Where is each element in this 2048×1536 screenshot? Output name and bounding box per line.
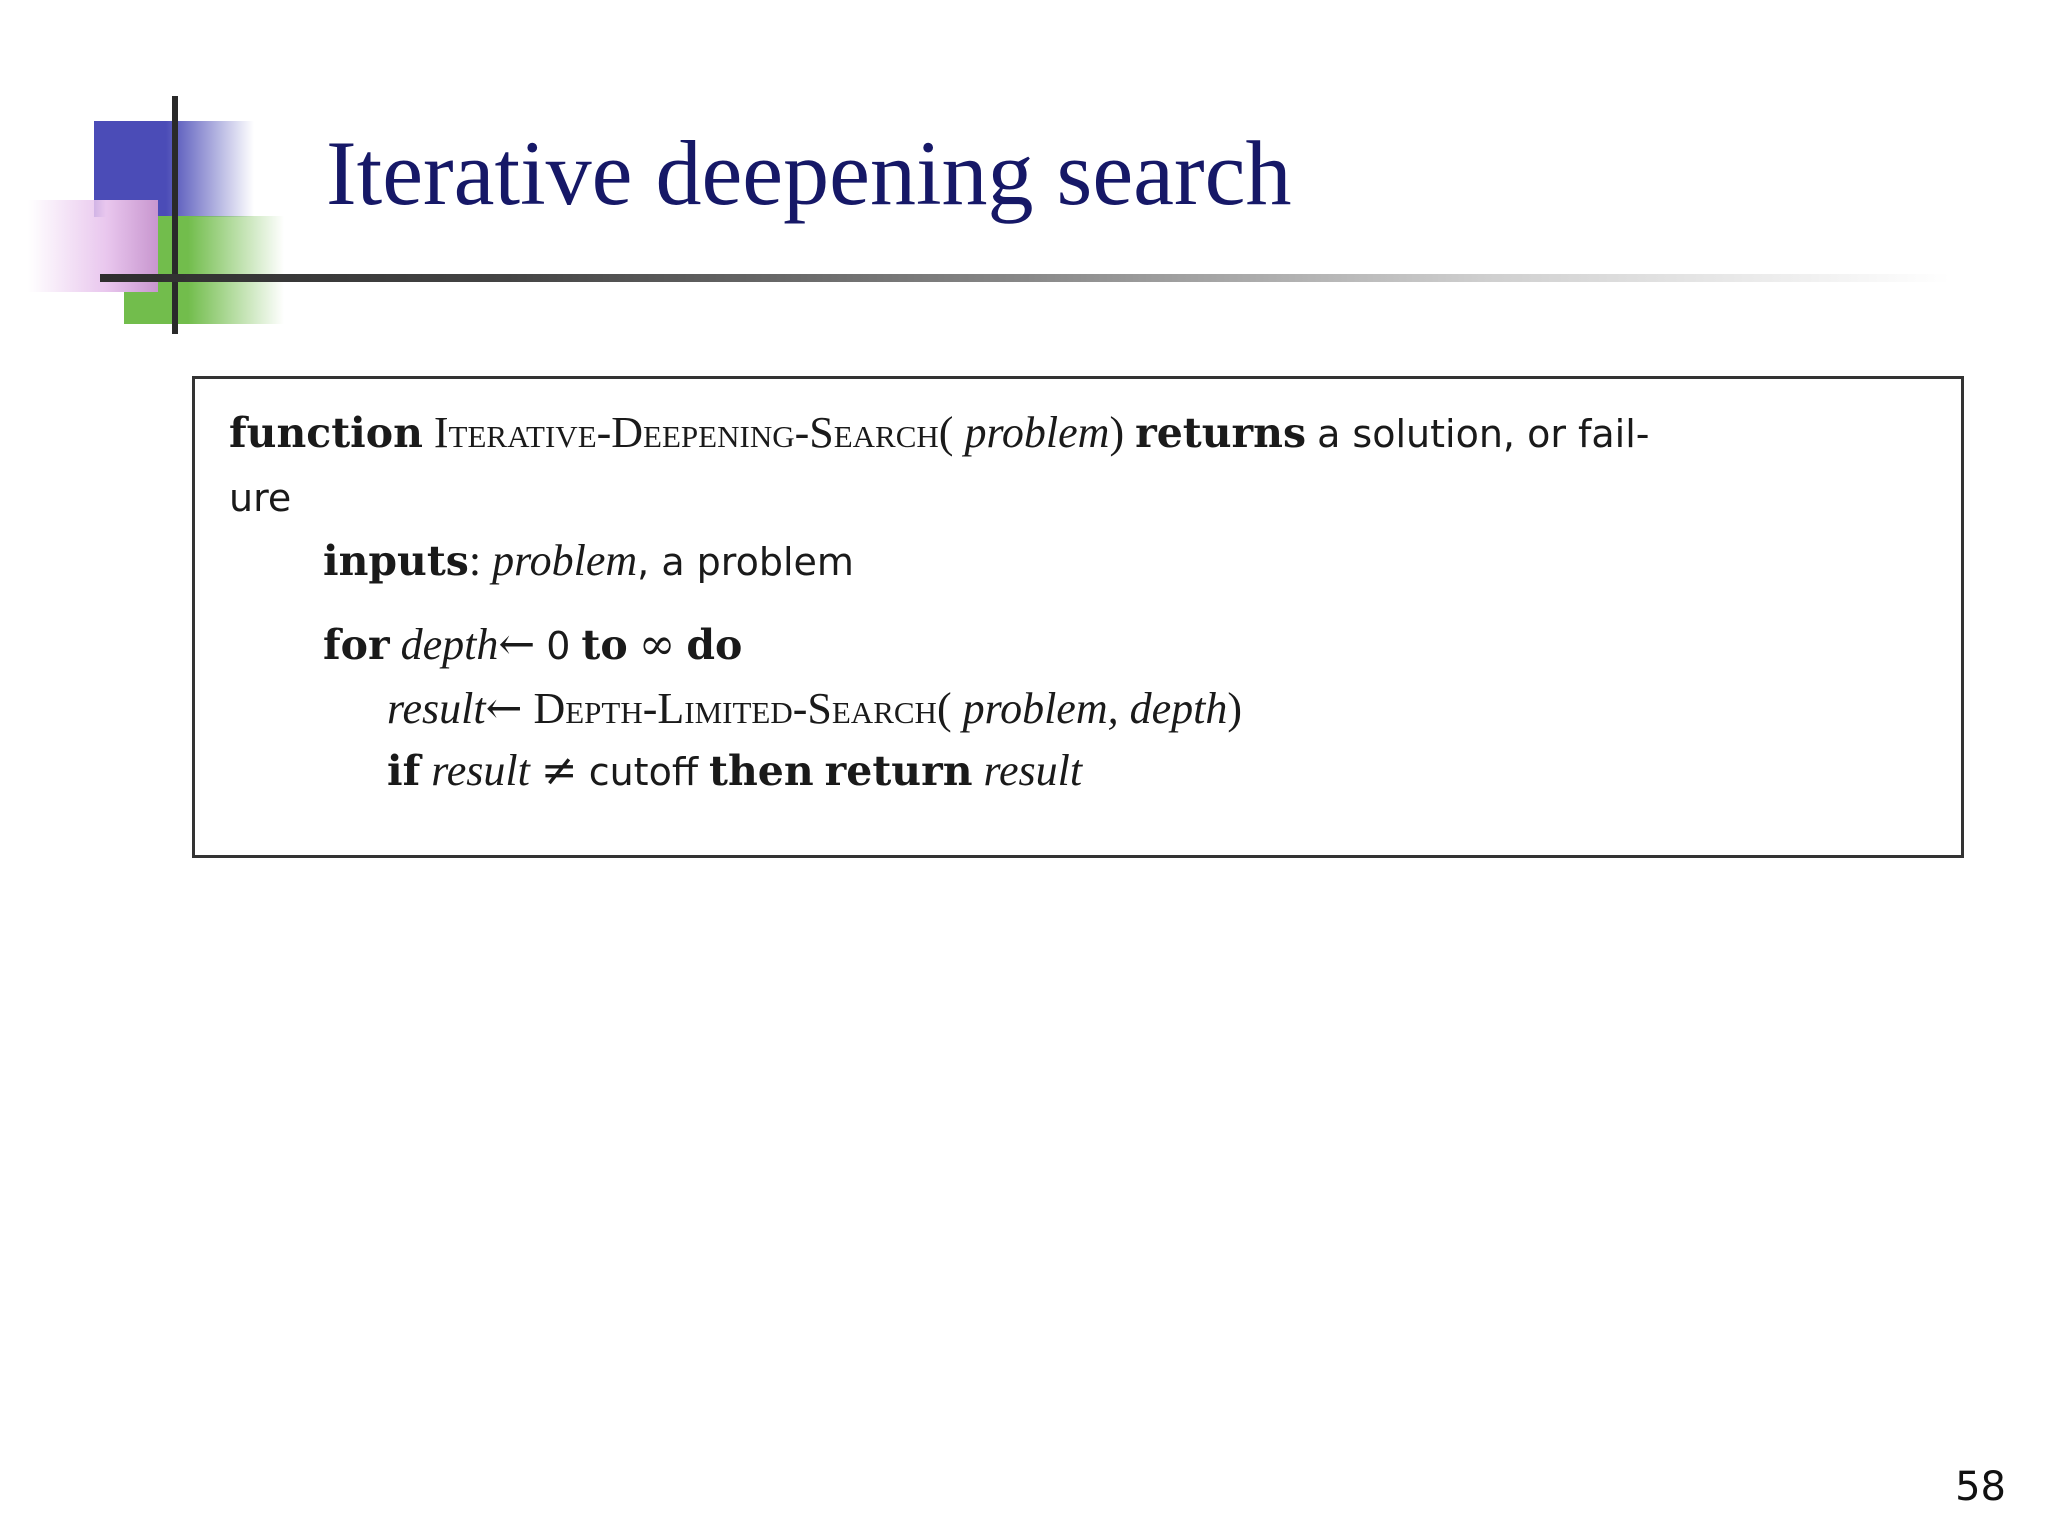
keyword-for: for xyxy=(323,621,390,669)
vertical-bar-shape xyxy=(172,96,178,334)
inputs-colon: : xyxy=(468,536,493,585)
var-result: result xyxy=(431,746,530,795)
keyword-return: return xyxy=(824,747,973,795)
return-description-continued: ure xyxy=(229,476,292,520)
algo-line-assign xyxy=(387,683,1242,735)
keyword-function: function xyxy=(229,409,423,457)
algo-line-if xyxy=(387,745,1082,798)
input-description: , a problem xyxy=(637,540,854,584)
keyword-if: if xyxy=(387,747,421,795)
slide-logo-decoration xyxy=(0,0,300,340)
param-problem: problem xyxy=(964,408,1110,457)
left-arrow-symbol: ← xyxy=(498,619,536,670)
algo-line-function xyxy=(229,407,1650,460)
slide-title: Iterative deepening search xyxy=(326,122,1292,224)
function-name: Iterative-Deepening-Search xyxy=(433,408,939,457)
value-zero: 0 xyxy=(546,624,571,668)
called-function-name: Depth-Limited-Search xyxy=(533,684,937,733)
algo-line-wrap xyxy=(229,471,291,524)
call-arguments: problem, depth xyxy=(962,684,1228,733)
not-equal-symbol: ≠ xyxy=(540,745,578,796)
algo-line-for xyxy=(323,619,742,672)
title-underline-rule xyxy=(100,274,1950,282)
close-paren: ) xyxy=(1227,684,1243,733)
input-param-problem: problem xyxy=(492,536,638,585)
keyword-inputs: inputs xyxy=(323,537,469,585)
open-paren: ( xyxy=(936,684,963,733)
algo-line-inputs xyxy=(323,535,854,588)
left-arrow-symbol: ← xyxy=(485,683,523,734)
keyword-to: to xyxy=(581,621,628,669)
return-description: a solution, or fail- xyxy=(1317,412,1650,456)
var-result: result xyxy=(387,684,486,733)
var-depth: depth xyxy=(400,620,499,669)
keyword-then: then xyxy=(709,747,814,795)
keyword-do: do xyxy=(686,621,743,669)
page-number: 58 xyxy=(1955,1464,2006,1510)
value-cutoff: cutoff xyxy=(588,750,698,794)
close-paren: ) xyxy=(1109,408,1125,457)
algorithm-box xyxy=(192,376,1964,858)
keyword-returns: returns xyxy=(1135,409,1307,457)
var-result-returned: result xyxy=(983,746,1083,795)
open-paren: ( xyxy=(938,408,965,457)
infinity-symbol: ∞ xyxy=(638,619,676,670)
